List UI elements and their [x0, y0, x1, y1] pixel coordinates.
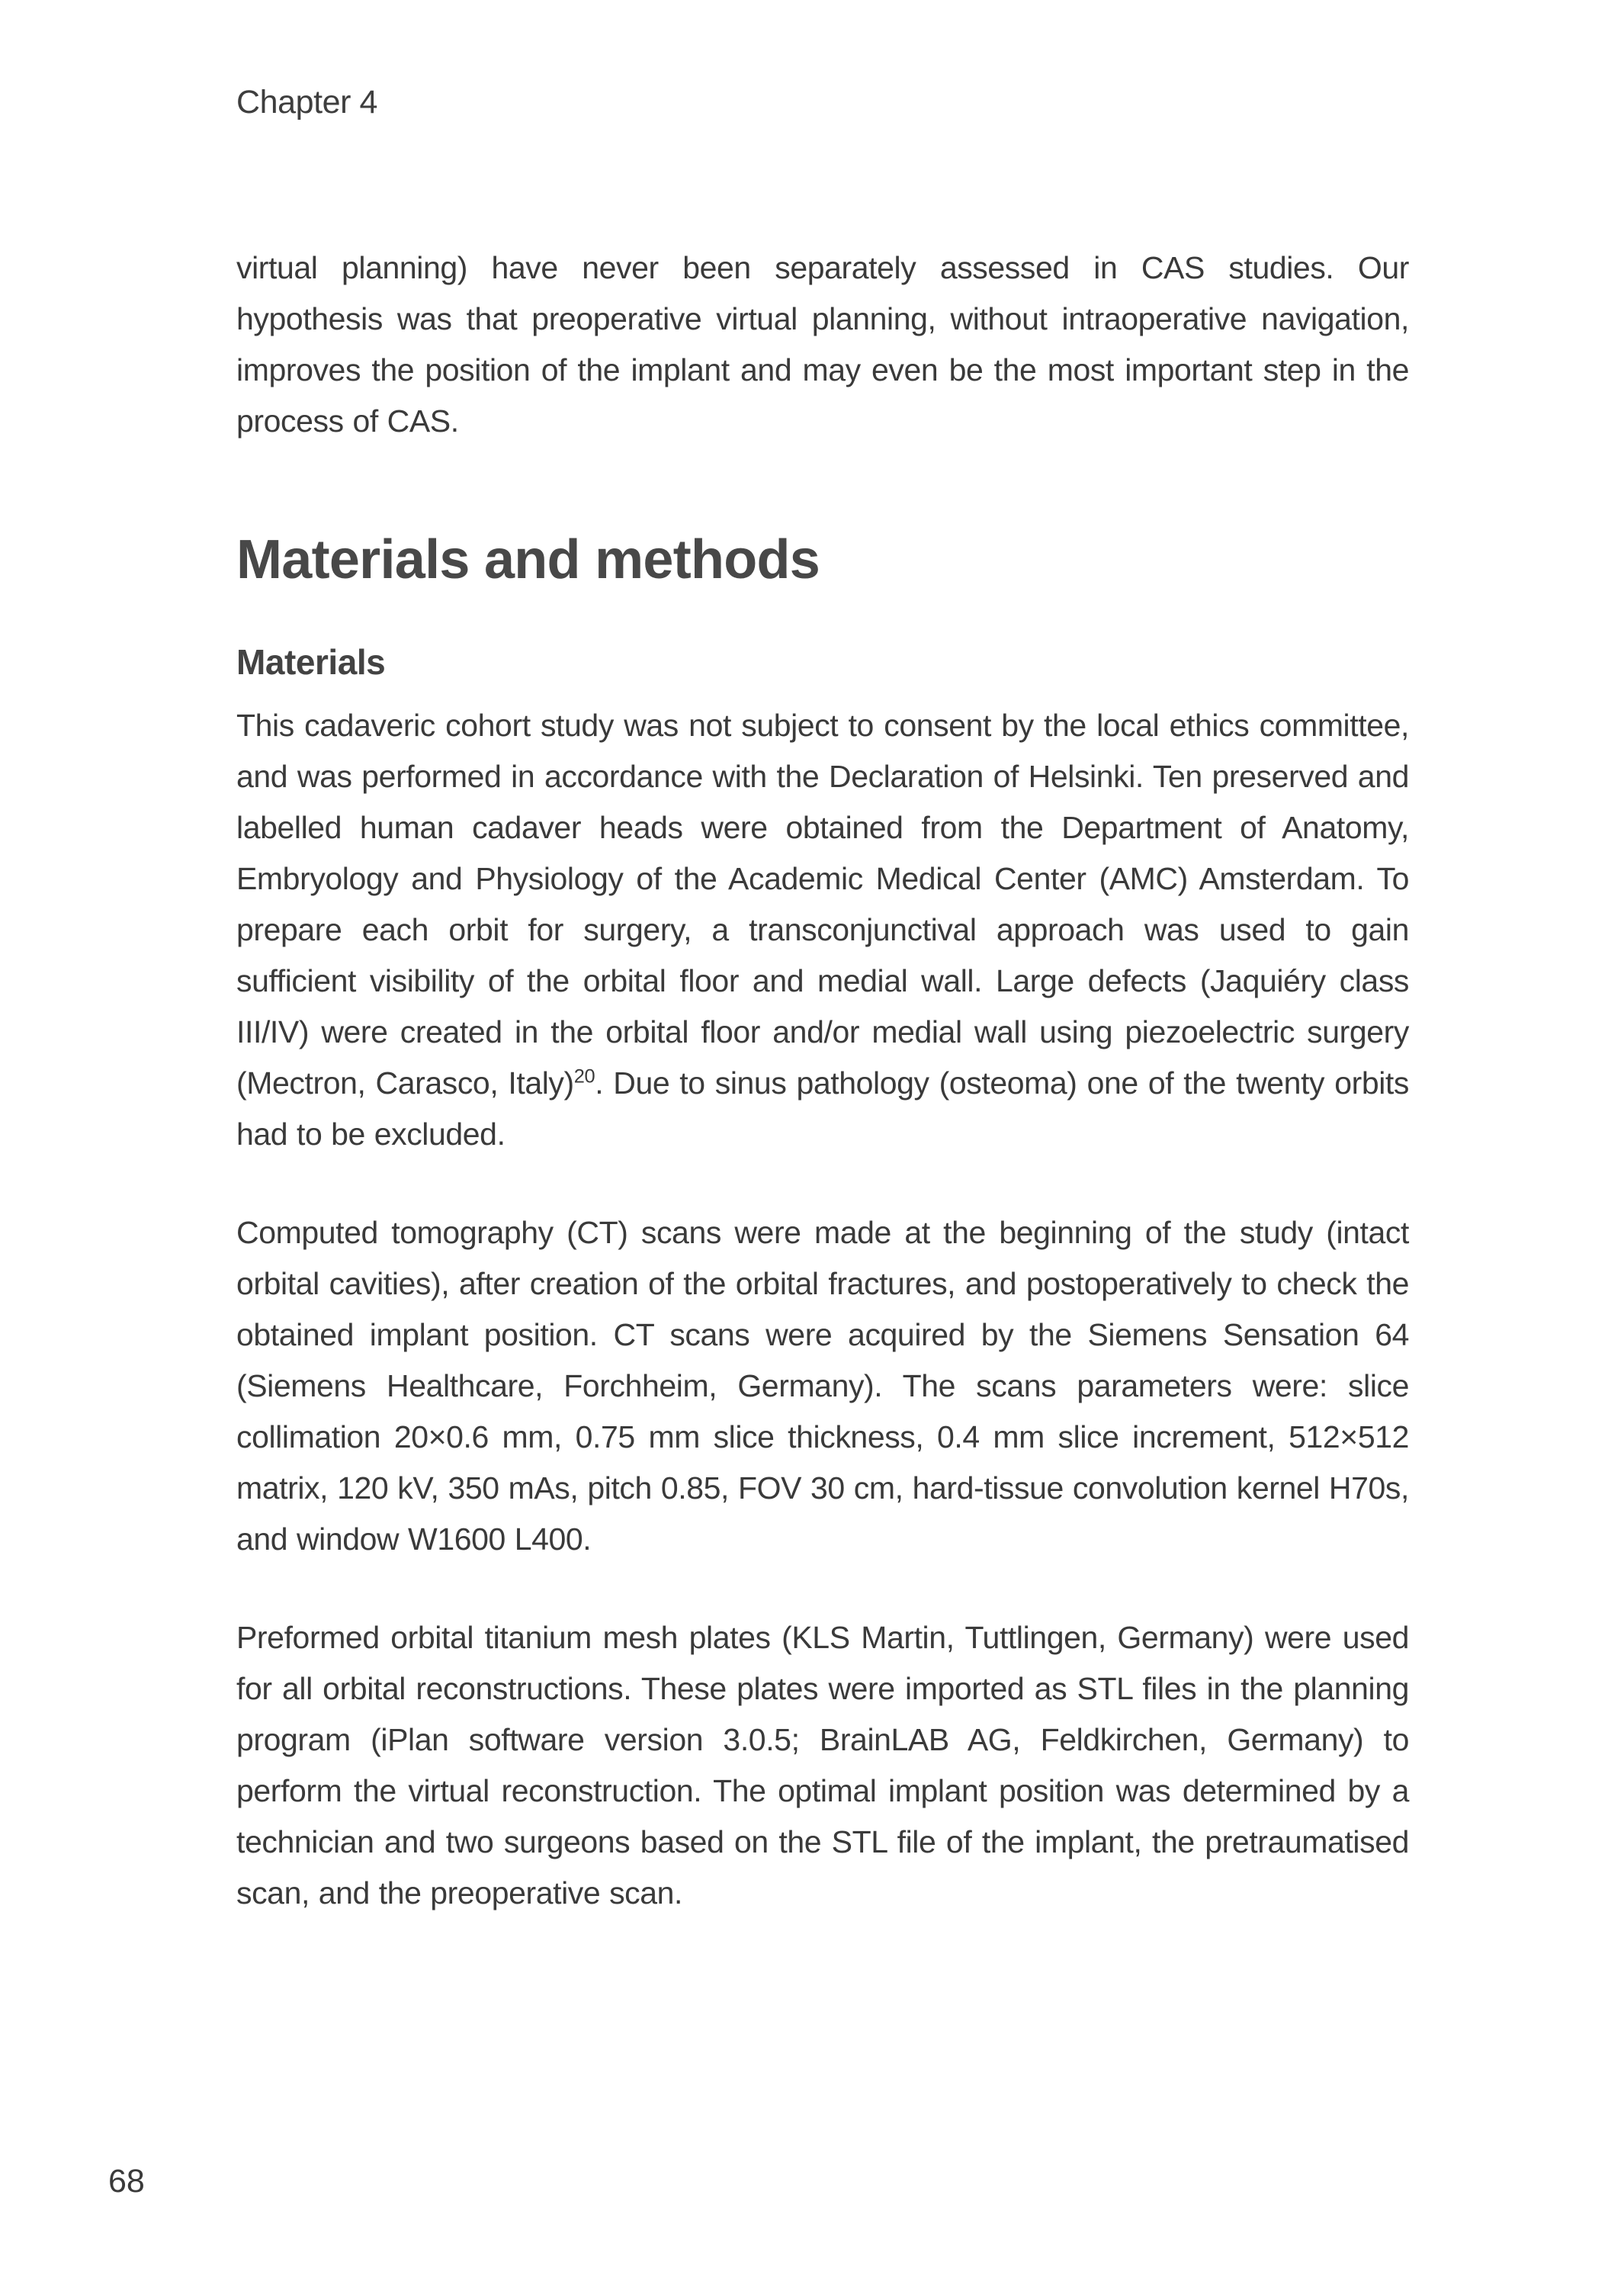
intro-paragraph: virtual planning) have never been separately assessed in CAS studies. Our hypothesis was that preoperative virtual planning, without intraoperative navigation, improves the position of the implant and may even be the most important step in the process of CAS.: [236, 250, 1409, 439]
page-content: [236, 243, 1409, 1919]
citation-superscript: 20: [573, 1065, 595, 1088]
ct-scan-paragraph: Computed tomography (CT) scans were made at the beginning of the study (intact orbital cavities), after creation of the orbital fractures, and postoperatively to check the obtained implant position. CT scans were acquired by the Siemens Sensation 64 (Siemens Healthcare, Forchheim, Germany). The scans parameters were: slice collimation 20×0.6 mm, 0.75 mm slice thickness, 0.4 mm slice increment, 512×512 matrix, 120 kV, 350 mAs, pitch 0.85, FOV 30 cm, hard-tissue convolution kernel H70s, and window W1600 L400.: [236, 1215, 1409, 1557]
materials-paragraph-text: This cadaveric cohort study was not subject to consent by the local ethics committee, and was performed in accordance with the Declaration of Helsinki. Ten preserved and labelled human cadaver heads were obtained from the Department of Anatomy, Embryology and Physiology of the Academic Medical Center (AMC) Amsterdam. To prepare each orbit for surgery, a transconjunctival approach was used to gain sufficient visibility of the orbital floor and medial wall. Large defects (Jaquiéry class III/IV) were created in the orbital floor and/or medial wall using piezoelectric surgery (Mectron, Carasco, Italy): [236, 708, 1409, 1101]
running-header: Chapter 4: [236, 84, 377, 121]
materials-paragraph: [236, 700, 1409, 1160]
implant-paragraph: Preformed orbital titanium mesh plates (KLS Martin, Tuttlingen, Germany) were used for all orbital reconstructions. These plates were imported as STL files in the planning program (iPlan software version 3.0.5; BrainLAB AG, Feldkirchen, Germany) to perform the virtual reconstruction. The optimal implant position was determined by a technician and two surgeons based on the STL file of the implant, the pretraumatised scan, and the preoperative scan.: [236, 1620, 1409, 1910]
subsection-heading: Materials: [236, 642, 386, 682]
section-heading: Materials and methods: [236, 529, 820, 590]
page-number: 68: [108, 2163, 145, 2200]
materials-paragraph-continuation: . Due to sinus pathology (osteoma) one of the twenty orbits had to be excluded.: [236, 1065, 1410, 1152]
